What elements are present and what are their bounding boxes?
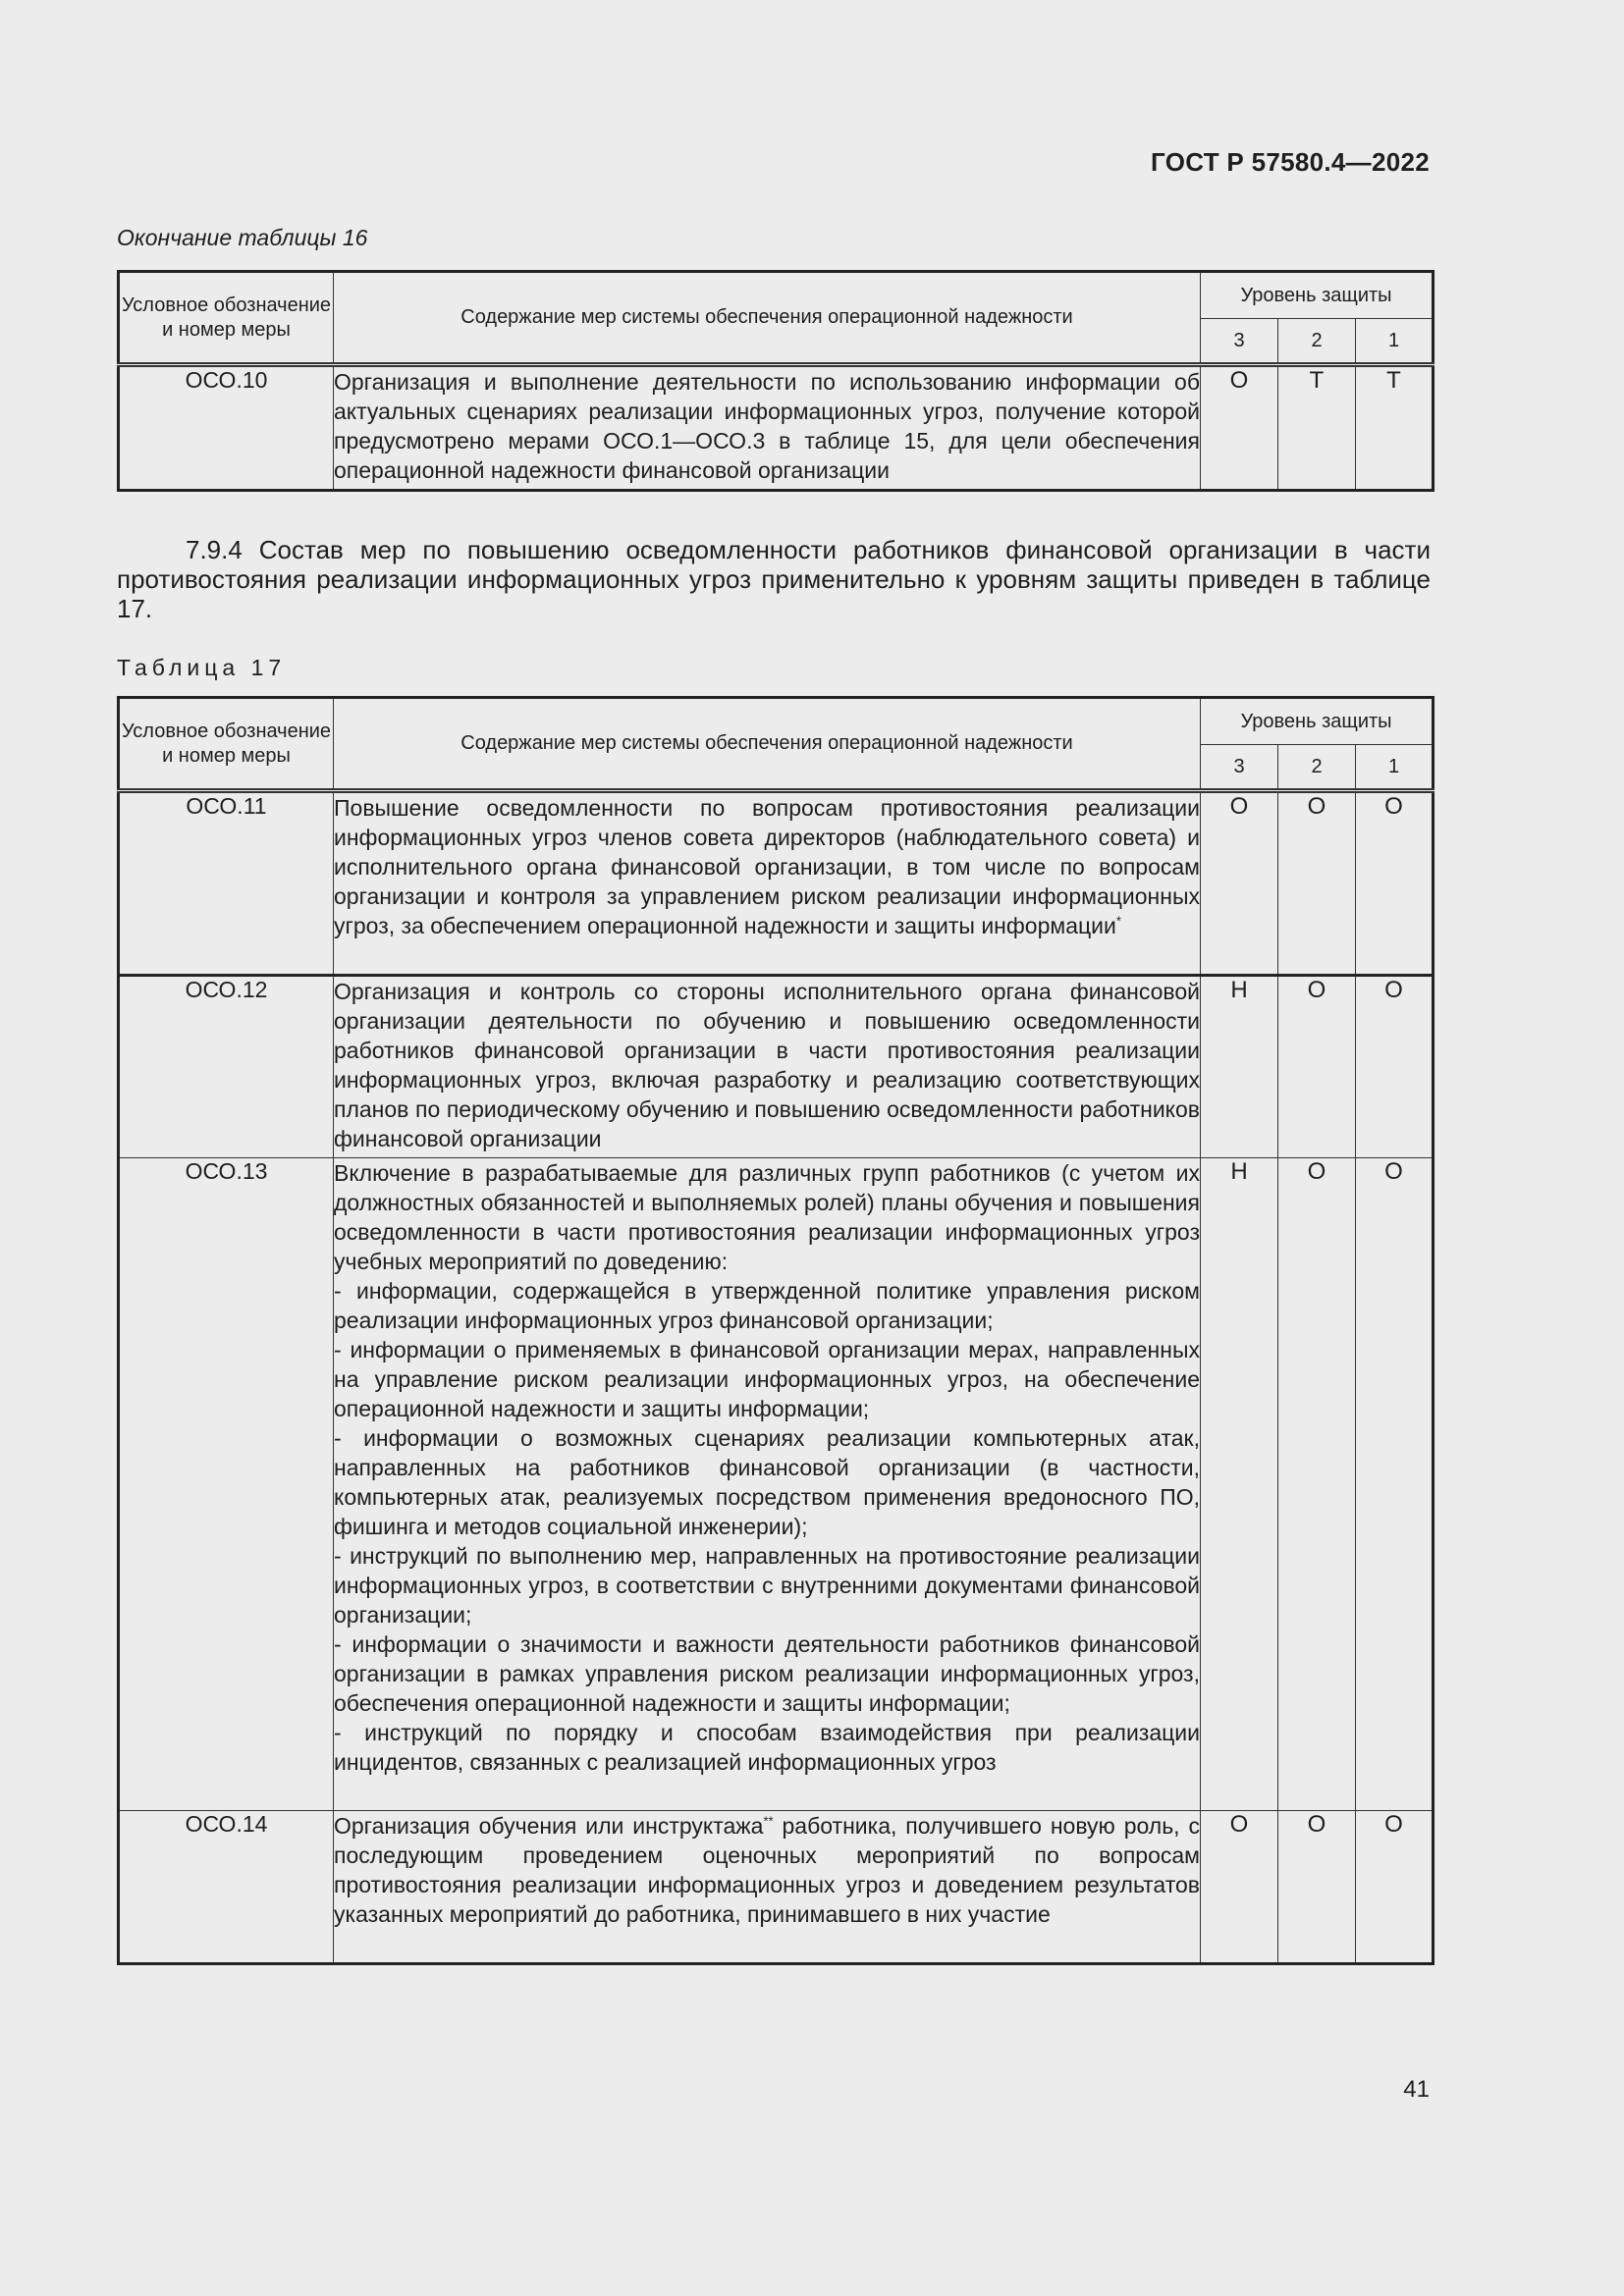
- measure-text: Организация и выполнение деятельности по использованию информации об актуальных сценариях реализации информационных угроз, получение которой предусмотрено мерами ОСО.1—ОСО.3 в таблице 15, для цели обеспечения операционной надежности финансовой организации: [334, 365, 1201, 491]
- level-2-value: Т: [1278, 365, 1356, 491]
- table17-caption: Таблица 17: [117, 655, 287, 680]
- table-row: [119, 791, 1434, 976]
- measure-code: ОСО.11: [119, 791, 334, 976]
- measure-code: ОСО.14: [119, 1811, 334, 1964]
- measure-text: [334, 1158, 1201, 1811]
- footnote-mark: *: [1115, 913, 1121, 929]
- level-3-value: Н: [1201, 976, 1278, 1158]
- header-level-1: 1: [1356, 319, 1434, 365]
- header-level: Уровень защиты: [1201, 272, 1434, 319]
- measure-text-intro: Включение в разрабатываемые для различных групп работников (с учетом их должностных обязанностей и выполняемых ролей) планы обучения и повышения осведомленности в части противостояния реализации информационных угроз учебных мероприятий по доведению:: [334, 1160, 1200, 1274]
- measure-text: [334, 1811, 1201, 1964]
- level-1-value: О: [1356, 1811, 1434, 1964]
- level-1-value: О: [1356, 791, 1434, 976]
- measure-code: ОСО.12: [119, 976, 334, 1158]
- section-paragraph: 7.9.4 Состав мер по повышению осведомленности работников финансовой организации в части противостояния реализации информационных угроз применительно к уровням защиты приведен в таблице 17.: [117, 535, 1431, 623]
- table-row: [119, 976, 1434, 1158]
- header-level-2: 2: [1278, 745, 1356, 791]
- measure-list-item: - информации о значимости и важности деятельности работников финансовой организации в рамках управления риском реализации информационных угроз, обеспечения операционной надежности и защиты информации;: [334, 1631, 1200, 1716]
- footnote-mark: **: [763, 1813, 774, 1829]
- measure-text-body: работника, получившего новую роль, с последующим проведением оценочных мероприятий по вопросам противостояния реализации информационных угроз и доведением результатов указанных мероприятий до работника, принимавшего в них участие: [334, 1813, 1200, 1927]
- header-content: Содержание мер системы обеспечения операционной надежности: [334, 272, 1201, 365]
- table-row: [119, 1158, 1434, 1811]
- table-17: [117, 696, 1435, 1965]
- level-3-value: Н: [1201, 1158, 1278, 1811]
- level-3-value: О: [1201, 1811, 1278, 1964]
- header-level-1: 1: [1356, 745, 1434, 791]
- measure-text: [334, 791, 1201, 976]
- level-3-value: О: [1201, 791, 1278, 976]
- header-code: Условное обозначение и номер меры: [119, 698, 334, 791]
- table16-caption: Окончание таблицы 16: [117, 225, 368, 250]
- header-code: Условное обозначение и номер меры: [119, 272, 334, 365]
- level-2-value: О: [1278, 791, 1356, 976]
- table-16: [117, 270, 1435, 492]
- document-code: ГОСТ Р 57580.4—2022: [1151, 147, 1430, 177]
- header-level-3: 3: [1201, 319, 1278, 365]
- measure-text: Организация и контроль со стороны исполнительного органа финансовой организации деятельности по обучению и повышению осведомленности работников финансовой организации в части противостояния реализации информационных угроз, включая разработку и реализацию соответствующих планов по периодическому обучению и повышению осведомленности работников финансовой организации: [334, 976, 1201, 1158]
- level-3-value: О: [1201, 365, 1278, 491]
- table-row: [119, 365, 1434, 491]
- measure-list-item: - информации о применяемых в финансовой организации мерах, направленных на управление риском реализации информационных угроз, на обеспечение операционной надежности и защиты информации;: [334, 1337, 1200, 1421]
- table-row: [119, 1811, 1434, 1964]
- measure-code: ОСО.10: [119, 365, 334, 491]
- header-level: Уровень защиты: [1201, 698, 1434, 745]
- header-content: Содержание мер системы обеспечения операционной надежности: [334, 698, 1201, 791]
- measure-code: ОСО.13: [119, 1158, 334, 1811]
- measure-list-item: - информации о возможных сценариях реализации компьютерных атак, направленных на работников финансовой организации (в частности, компьютерных атак, реализуемых посредством применения вредоносного ПО, фишинга и методов социальной инженерии);: [334, 1425, 1200, 1539]
- level-1-value: О: [1356, 976, 1434, 1158]
- header-level-2: 2: [1278, 319, 1356, 365]
- level-1-value: Т: [1356, 365, 1434, 491]
- level-2-value: О: [1278, 1158, 1356, 1811]
- level-2-value: О: [1278, 1811, 1356, 1964]
- header-level-3: 3: [1201, 745, 1278, 791]
- level-1-value: О: [1356, 1158, 1434, 1811]
- measure-list-item: - инструкций по выполнению мер, направленных на противостояние реализации информационных угроз, в соответствии с внутренними документами финансовой организации;: [334, 1543, 1200, 1628]
- level-2-value: О: [1278, 976, 1356, 1158]
- measure-list-item: - инструкций по порядку и способам взаимодействия при реализации инцидентов, связанных с реализацией информационных угроз: [334, 1720, 1200, 1775]
- measure-text-body: Повышение осведомленности по вопросам противостояния реализации информационных угроз членов совета директоров (наблюдательного совета) и исполнительного органа финансовой организации, в том числе по вопросам организации и контроля за управлением риском реализации информационных угроз, за обеспечением операционной надежности и защиты информации: [334, 795, 1200, 938]
- measure-text-body: Организация обучения или инструктажа: [334, 1813, 764, 1839]
- page-number: 41: [1403, 2076, 1430, 2103]
- measure-list-item: - информации, содержащейся в утвержденной политике управления риском реализации информационных угроз финансовой организации;: [334, 1278, 1200, 1333]
